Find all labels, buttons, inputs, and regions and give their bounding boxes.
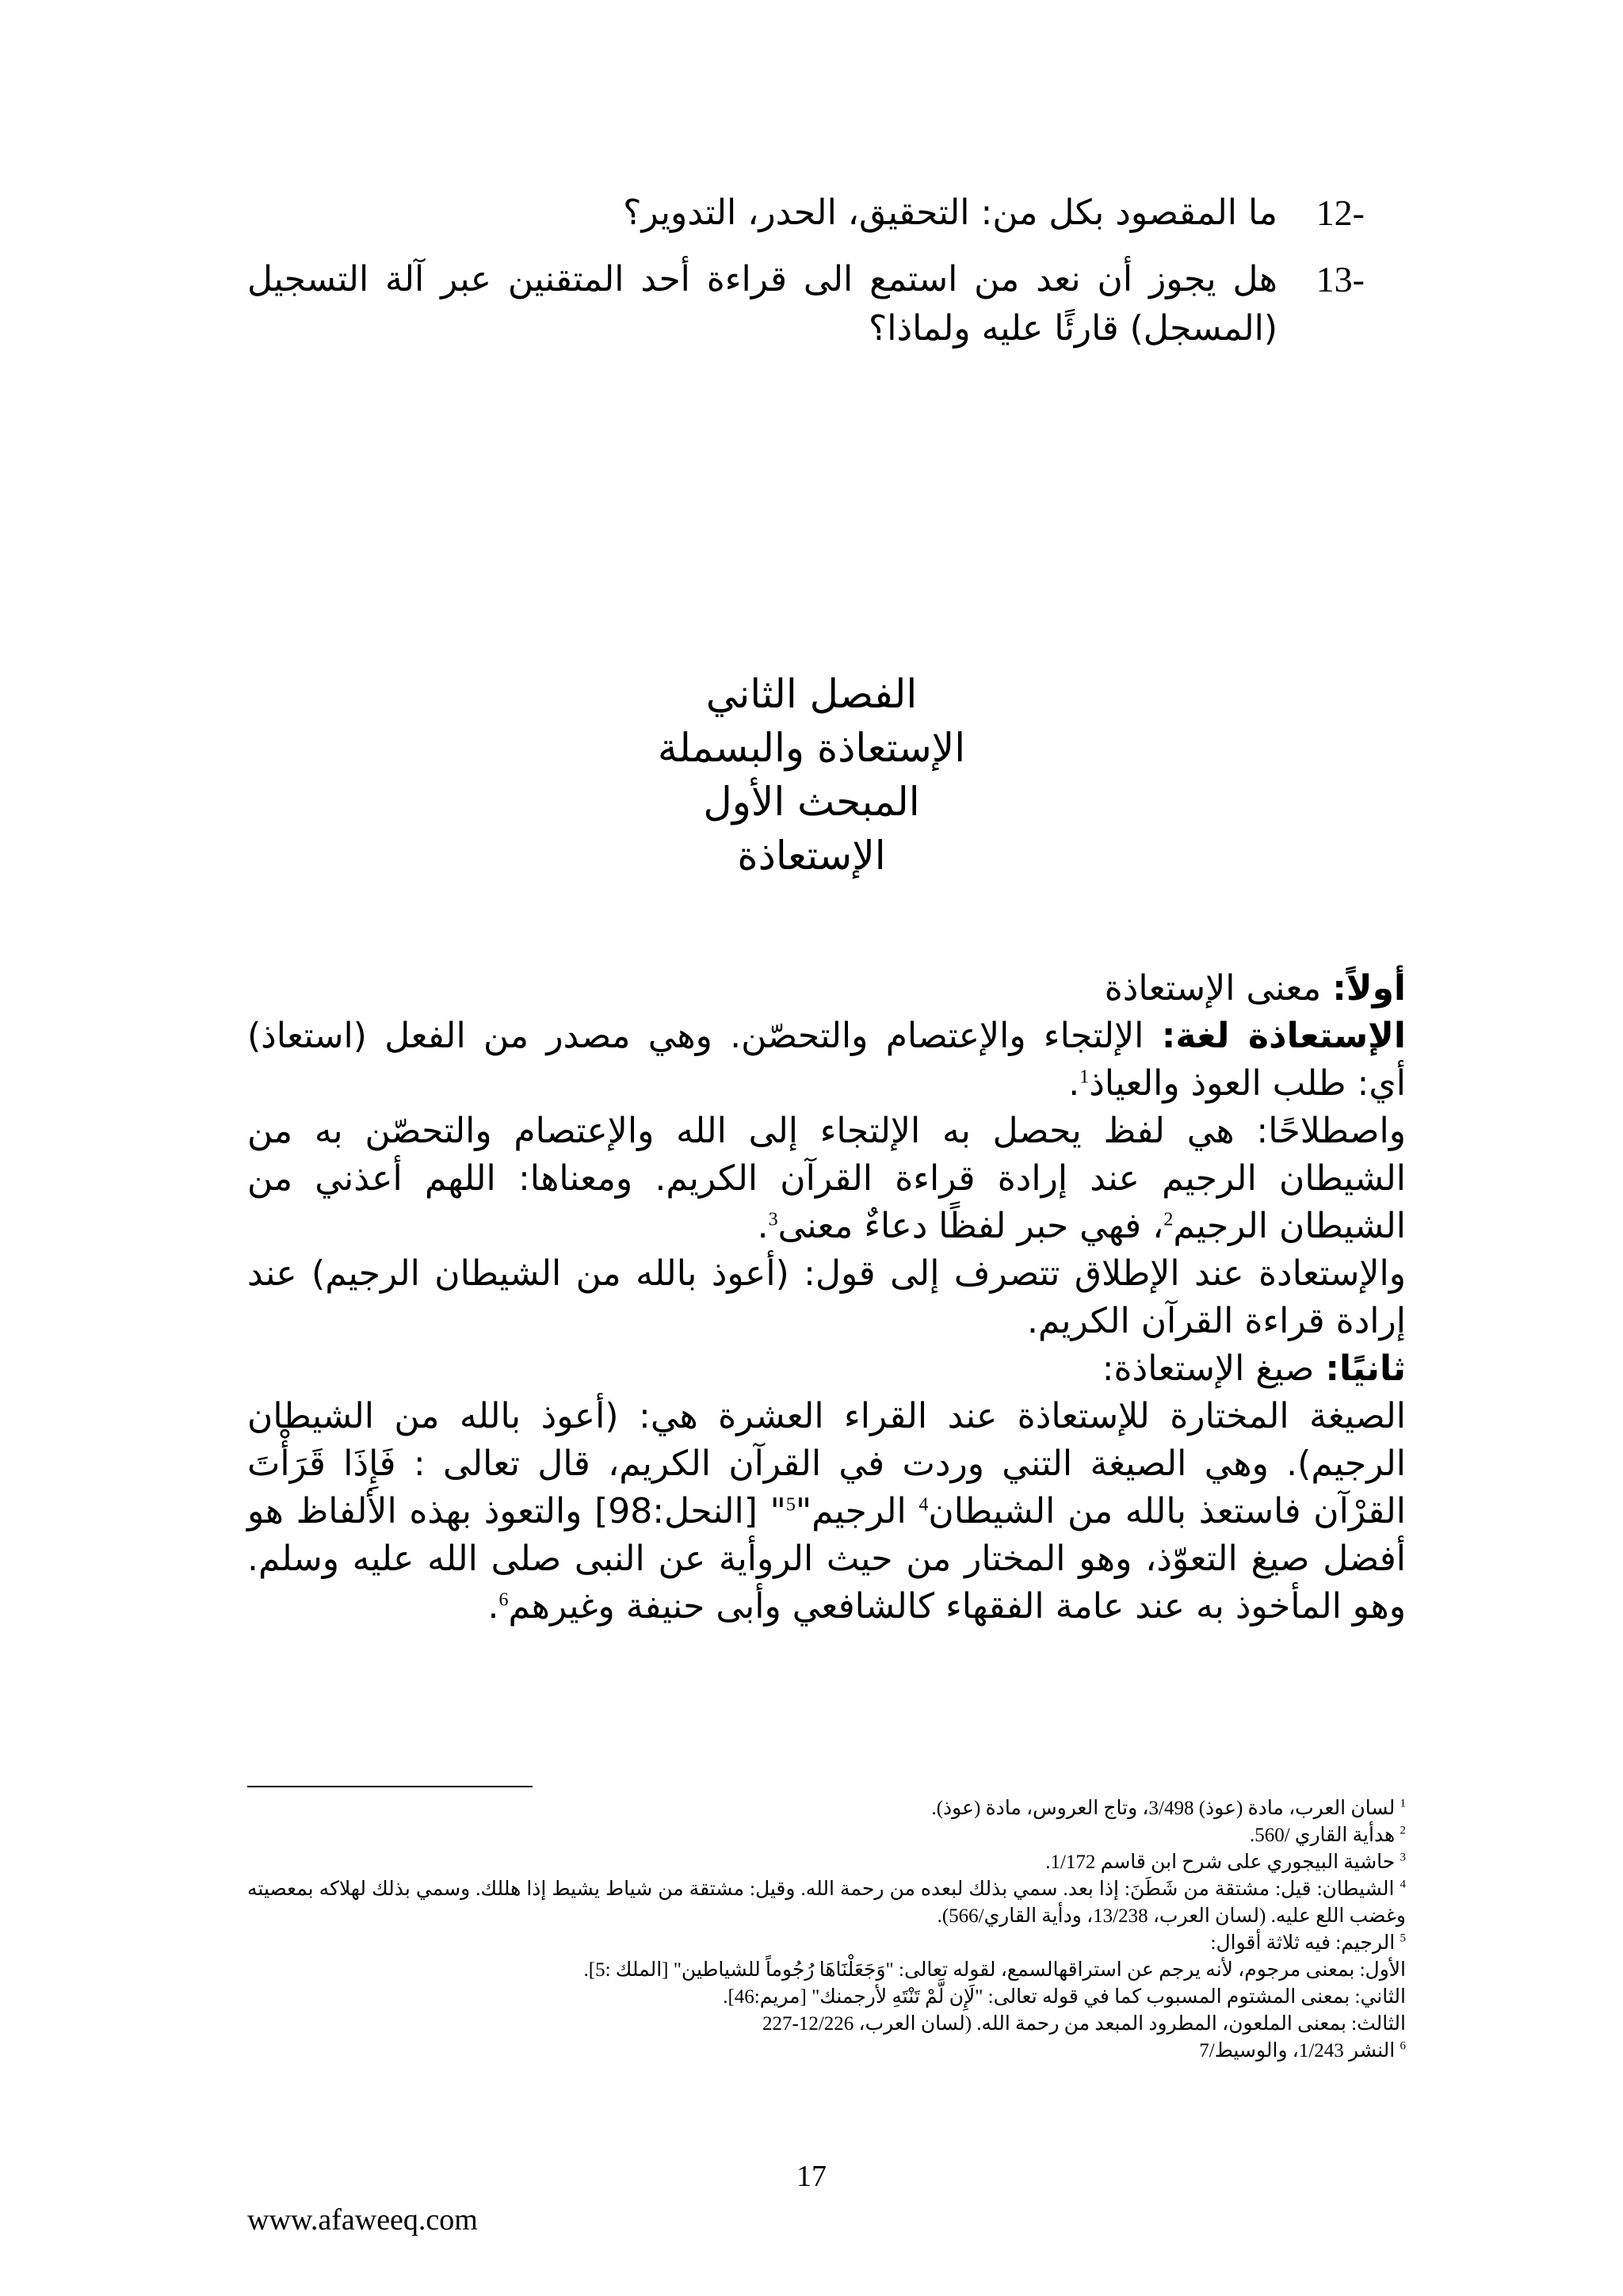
footnote-ref[interactable]: 5 [785,1494,796,1516]
chapter-title: الفصل الثاني [705,671,918,717]
punctuation: . [487,1586,499,1627]
paragraph-linguistic [247,1013,1406,1108]
footnote [247,2011,1406,2038]
chapter-heading [0,667,1623,883]
paragraph-forms [247,1393,1406,1630]
footnote-ref[interactable]: 3 [768,1209,778,1230]
paragraph-terminology [247,1108,1406,1250]
footnote [247,1822,1406,1849]
section-title: المبحث الأول [703,779,920,825]
paragraph-text: ، فهي حبر لفظًا دعاءٌ معنى [777,1206,1164,1246]
footnote-ref[interactable]: 1 [1079,1066,1090,1088]
footnote-ref[interactable]: 2 [1163,1209,1174,1230]
page-number: 17 [796,2160,827,2193]
punctuation: . [1068,1063,1080,1104]
question-item [247,189,1365,238]
footnote-number: 2 [1400,1824,1406,1837]
questions-list [247,189,1365,371]
question-item [247,255,1365,353]
footnote [247,1957,1406,1984]
heading-text: صيغ الإستعاذة: [1102,1348,1326,1389]
footnote-number: 1 [1400,1797,1406,1810]
footnote-number: 6 [1400,2039,1406,2053]
footnote-number: 5 [1400,1932,1406,1945]
paragraph-text: واصطلاحًا: هي لفظ يحصل به الإلتجاء إلى الله والإعتصام والتحصّن به من الشيطان الرجيم عند إرادة قراءة القرآن الكريم. ومعناها: اللهم أعذني من الشيطان الرجيم [247,1111,1406,1246]
website-link[interactable]: www.afaweeq.com [247,2203,478,2237]
question-number: -13 [1316,259,1365,299]
footnote [247,2038,1406,2065]
footnote-text: الثاني: بمعنى المشتوم المسبوب كما في قوله تعالى: "لَإِن لَّمْ تَنْتَهِ لأرجمنك" [مريم:46]. [723,1986,1406,2008]
section-subtitle: الإستعاذة [737,833,886,879]
footnote-text: النشر 1/243، والوسيط/7 [1199,2040,1400,2061]
section-heading-meaning [247,965,1406,1013]
footnotes [247,1795,1406,2065]
heading-ordinal: ثانيًا: [1325,1348,1406,1389]
footnote [247,1795,1406,1822]
footnote [247,1849,1406,1876]
question-number: -12 [1316,193,1365,233]
paragraph-text: الرجيم" [795,1491,919,1531]
footnote-text: الأول: بمعنى مرجوم، لأنه يرجم عن استراقهالسمع، لقوله تعالى: "وَجَعَلْنَاهَا رُجُوماً للشياطين" [الملك :5]. [583,1959,1406,1981]
section-heading-forms [247,1345,1406,1393]
footnote-text: الثالث: بمعنى الملعون، المطرود المبعد من رحمة الله. (لسان العرب، 12/226-227 [762,2013,1406,2035]
heading-ordinal: أولاً: [1332,968,1406,1009]
paragraph-text: الصيغة المختارة للإستعاذة عند القراء العشرة هي: (أعوذ بالله من الشيطان الرجيم). وهي الصيغة التني وردت في القرآن الكريم، قال تعالى : فَإِذَا قَرَأْتَ القرْآن فاستعذ بالله من الشيطان [247,1396,1406,1531]
question-text: ما المقصود بكل من: التحقيق، الحدر، التدوير؟ [623,193,1277,233]
footnote-number: 4 [1400,1878,1406,1891]
heading-text: معنى الإستعاذة [1104,968,1333,1009]
footnote-separator [247,1786,533,1787]
footnote-text: الرجيم: فيه ثلاثة أقوال: [1210,1932,1400,1954]
footnote [247,1984,1406,2011]
footnote-ref[interactable]: 6 [498,1589,509,1611]
footnote-text: حاشية البيجوري على شرح ابن قاسم 1/172. [1045,1852,1400,1873]
body-text [247,965,1406,1630]
footnote-text: لسان العرب، مادة (عوذ) 3/498، وتاج العروس، مادة (عوذ). [931,1798,1400,1819]
footnote-text: هدأية القاري /560. [1249,1825,1400,1846]
chapter-subtitle: الإستعاذة والبسملة [657,725,966,771]
paragraph-text: الإلتجاء والإعتصام والتحصّن. وهي مصدر من الفعل (استعاذ) أي: طلب العوذ والعياذ [247,1016,1406,1104]
footnote-text: الشيطان: قيل: مشتقة من شَطَنَ: إذا بعد. سمي بذلك لبعده من رحمة الله. وقيل: مشتقة من شياط يشيط إذا هللك. وسمي بذلك لهلاكه بمعصيته وغضب اللع عليه. (لسان العرب، 13/238، ودأية القاري/566). [247,1878,1406,1927]
footnote [247,1876,1406,1930]
paragraph-usage: والإستعادة عند الإطلاق تتصرف إلى قول: (أعوذ بالله من الشيطان الرجيم) عند إرادة قراءة القرآن الكريم. [247,1253,1406,1341]
footnote-number: 3 [1400,1851,1406,1864]
question-text: هل يجوز أن نعد من استمع الى قراءة أحد المتقنين عبر آلة التسجيل (المسجل) قارئًا عليه ولماذا؟ [247,259,1277,349]
footnote-ref[interactable]: 4 [918,1494,929,1516]
paragraph-text: " [النحل:98] والتعوذ بهذه الألفاظ هو أفضل صيغ التعوّذ، وهو المختار من حيث الروأية عن النبى صلى الله عليه وسلم. وهو المأخوذ به عند عامة الفقهاء كالشافعي وأبى حنيفة وغيرهم [247,1491,1406,1627]
punctuation: . [757,1206,769,1246]
term-label: الإستعاذة لغة: [1161,1016,1407,1056]
footnote [247,1930,1406,1957]
